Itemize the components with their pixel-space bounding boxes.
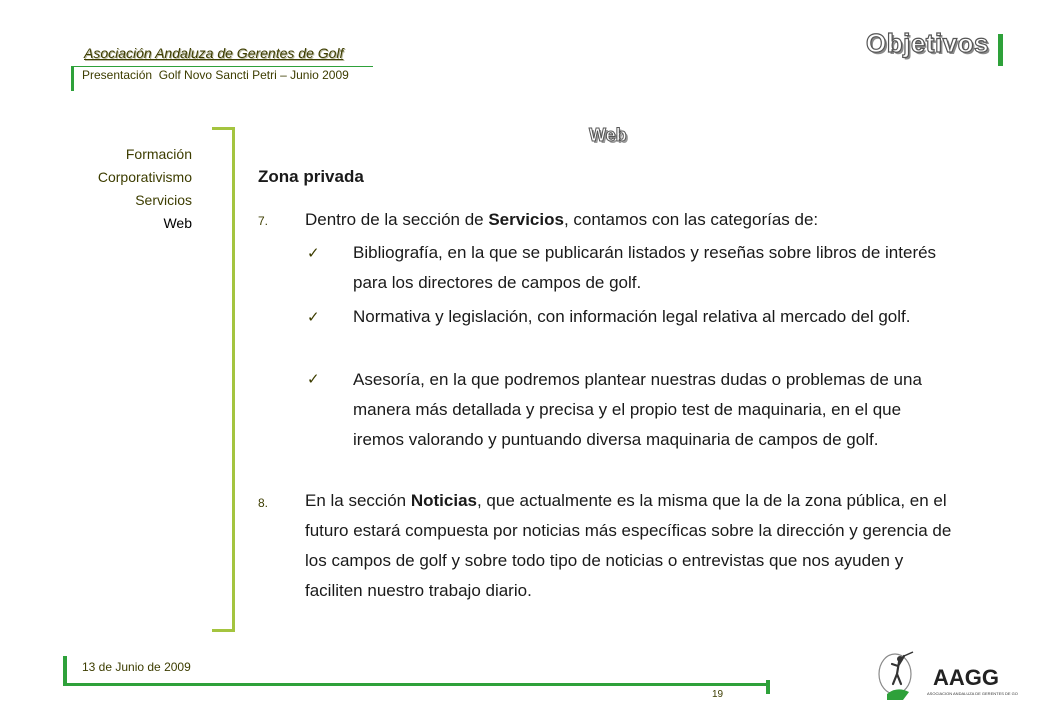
paragraph-8: [305, 486, 955, 606]
content-subtitle: Zona privada: [258, 167, 364, 186]
paragraph-8-bold: Noticias: [410, 491, 477, 510]
organization-name: Asociación Andaluza de Gerentes de Golf: [84, 45, 344, 61]
logo-text: AAGG: [933, 665, 999, 690]
footer-accent-bar: [63, 656, 67, 686]
check-icon: ✓: [307, 245, 320, 262]
header-subtitle: Presentación Golf Novo Sancti Petri – Junio 2009: [82, 68, 349, 82]
paragraph-7-post: , contamos con las categorías de:: [563, 210, 819, 229]
footer-end-bar: [766, 680, 770, 694]
title-accent-bar: [998, 34, 1003, 66]
paragraph-7: [305, 205, 985, 235]
paragraph-8-pre: En la sección: [305, 491, 411, 510]
bracket-vertical: [232, 127, 235, 632]
check-icon: ✓: [307, 309, 320, 326]
footer-divider: [63, 683, 768, 686]
section-title: Objetivos: [866, 28, 989, 58]
check-icon: ✓: [307, 371, 320, 388]
item-number-8: 8.: [258, 496, 269, 510]
bullet-asesoria: Asesoría, en la que podremos plantear nuestras dudas o problemas de una manera más detallada y precisa y el propio test de maquinaria, en el que iremos valorando y puntuando diversa maquinaria de campos de golf.: [353, 370, 922, 449]
footer-date: 13 de Junio de 2009: [82, 660, 191, 674]
logo-subtext: ASOCIACION ANDALUZA DE GERENTES DE GOLF: [927, 691, 1018, 696]
golfer-logo-icon: [873, 650, 1018, 705]
nav-item-servicios[interactable]: Servicios: [135, 192, 192, 208]
header-accent-bar: [71, 66, 74, 91]
aagg-logo: [873, 650, 1018, 705]
paragraph-7-bold: Servicios: [488, 210, 564, 229]
bracket-bottom: [212, 629, 234, 632]
page-number: 19: [712, 689, 724, 700]
bullet-normativa: Normativa y legislación, con información legal relativa al mercado del golf.: [353, 307, 911, 326]
nav-item-formacion[interactable]: Formación: [125, 146, 192, 162]
bullet-bibliografia: Bibliografía, en la que se publicarán listados y reseñas sobre libros de interés para los directores de campos de golf.: [353, 243, 937, 292]
paragraph-8-post: , que actualmente es la misma que la de la zona pública, en el futuro estará compuesta por noticias más específicas sobre la dirección y gerencia de los campos de golf y sobre todo tipo de noticias o entrevistas que nos ayuden y faciliten nuestro trabajo diario.: [305, 491, 952, 600]
nav-item-corporativismo[interactable]: Corporativismo: [97, 169, 192, 185]
content-title: Web: [589, 125, 627, 145]
item-number-7: 7.: [258, 214, 269, 228]
bracket-top: [212, 127, 234, 130]
paragraph-7-pre: Dentro de la sección de: [305, 210, 489, 229]
header-divider: [71, 66, 373, 67]
nav-item-web[interactable]: Web: [163, 215, 192, 231]
